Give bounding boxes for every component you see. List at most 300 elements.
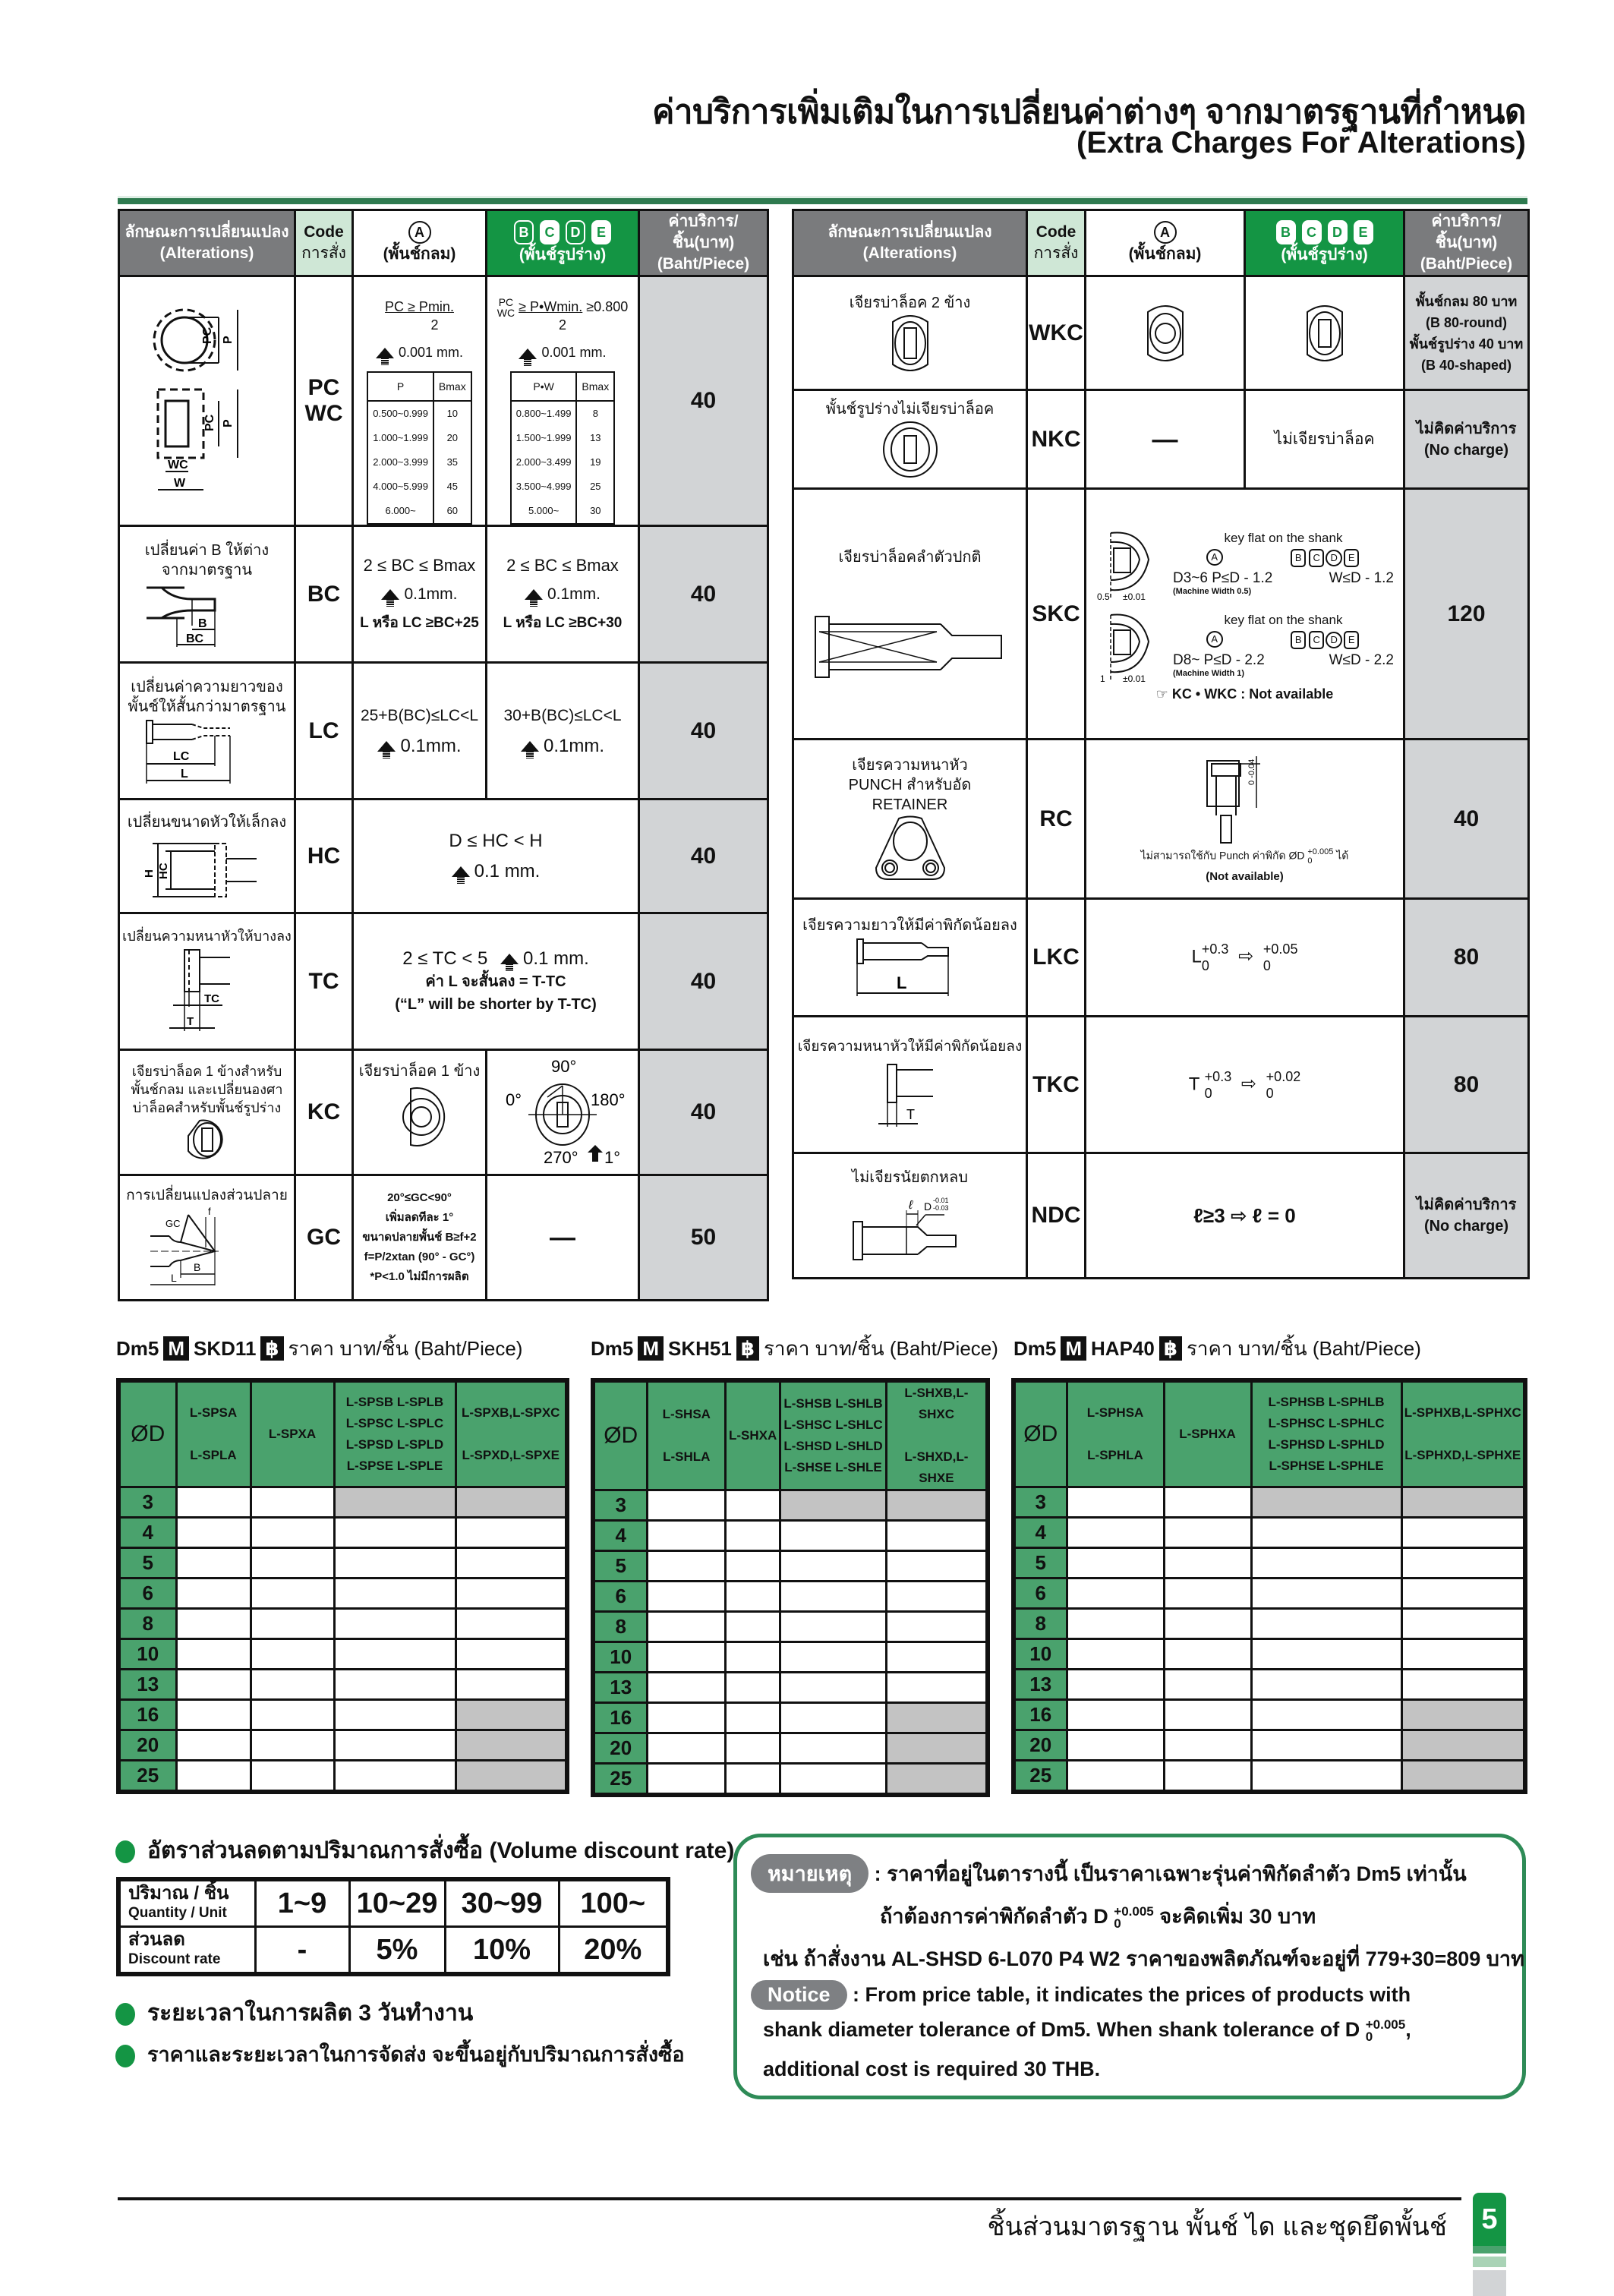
letter-e-icon: E (591, 220, 611, 244)
model-code: L-SHXB,L-SHXC (904, 1386, 969, 1421)
price-cell (780, 1582, 887, 1612)
price-cell (780, 1521, 887, 1551)
price-cell (456, 1548, 567, 1578)
condition-lc-round (353, 663, 487, 800)
desc-wkc-text: เจียรบ่าล็อค 2 ข้าง (849, 294, 971, 311)
page-tab-strip (1473, 2246, 1506, 2253)
price-cell (780, 1612, 887, 1642)
price-table-row (118, 1639, 567, 1670)
page-title-thai: ค่าบริการเพิ่มเติมในการเปลี่ยนค่าต่างๆ จากมาตรฐานที่กำหนด (651, 93, 1526, 131)
price-cell (1401, 1639, 1525, 1670)
price-cell (886, 1521, 988, 1551)
price-cell-unavailable (334, 1487, 456, 1518)
price-cell-unavailable (1401, 1700, 1525, 1730)
table-row-tc (119, 913, 768, 1050)
lkc-to-upper: +0.05 (1263, 941, 1298, 957)
kc-angle-diagram-icon (490, 1055, 635, 1169)
lc-shaped-step: 0.1mm. (543, 735, 604, 756)
letter-d-icon: D (1326, 632, 1342, 648)
alterations-table-left (118, 209, 769, 1301)
model-code: L-SHSD L-SHLD (783, 1439, 883, 1453)
dim-label-t: T (186, 1014, 194, 1028)
price-cell-unavailable (886, 1490, 988, 1521)
price-cell (176, 1670, 251, 1700)
price-title-suffix: ราคา บาท/ชิ้น (Baht/Piece) (1186, 1337, 1421, 1360)
price-cell (1401, 1578, 1525, 1609)
bmax-range: 4.000~5.999 (367, 475, 433, 499)
letter-b-icon: B (1276, 220, 1296, 244)
model-code: L-SPXB,L-SPXC (462, 1405, 560, 1420)
tkc-to-lower: 0 (1266, 1085, 1274, 1101)
price-cell (1067, 1518, 1164, 1548)
bmax-range: 5.000~ (511, 499, 577, 524)
price-cell (1251, 1578, 1401, 1609)
kc-round-text: เจียรบ่าล็อค 1 ข้าง (358, 1063, 481, 1080)
dim-label-l: L (180, 767, 188, 781)
header-model-a (648, 1380, 726, 1490)
code-tkc: TKC (1027, 1017, 1086, 1153)
diameter-cell: 13 (593, 1673, 648, 1703)
nkc-shaped-text: ไม่เจียรบ่าล็อค (1245, 390, 1404, 489)
wkc-diagram-icon (884, 313, 937, 374)
table-row-nkc (793, 390, 1529, 489)
diameter-label: ØD (1023, 1421, 1058, 1446)
material-badge-icon: M (163, 1336, 189, 1361)
header-code-en: Code (1036, 223, 1077, 241)
note-th-line2 (880, 1900, 1316, 1932)
code-gc: GC (295, 1175, 353, 1301)
price-table-row (1013, 1548, 1525, 1578)
rc-note-en: (Not available) (1206, 870, 1284, 883)
model-code: L-SHXD,L-SHXE (904, 1449, 969, 1485)
diameter-cell: 10 (118, 1639, 176, 1670)
price-cell (1251, 1761, 1401, 1793)
desc-ndc-text: ไม่เจียรนัยตกหลบ (852, 1169, 968, 1186)
price-cell (886, 1612, 988, 1642)
gc-not-produced: *P<1.0 ไม่มีการผลิต (370, 1270, 469, 1284)
diameter-cell: 5 (1013, 1548, 1067, 1578)
quantity-row (118, 1879, 668, 1927)
diameter-cell: 10 (1013, 1639, 1067, 1670)
letter-e-icon: E (1354, 220, 1373, 244)
header-alterations-en: (Alterations) (862, 244, 957, 262)
header-price-en: (Baht/Piece) (657, 255, 750, 273)
header-code (295, 210, 353, 276)
formula-pw-min: ≥0.800 (586, 299, 629, 314)
price-cell (251, 1518, 334, 1548)
note-th-tol-lower: 0 (1114, 1916, 1121, 1931)
desc-bc-text: เปลี่ยนค่า B ให้ต่างจากมาตรฐาน (144, 541, 270, 579)
table-row-tkc (793, 1017, 1529, 1153)
machine-dim-tolerance: ±0.01 (1123, 673, 1146, 683)
machine-width-note: (Machine Width 0.5) (1173, 587, 1252, 596)
note-pill-en: Notice (751, 1980, 847, 2010)
increment-arrow-icon (500, 954, 519, 964)
model-code: L-SPHXD,L-SPHXE (1404, 1448, 1521, 1462)
wkc-round-diagram (1086, 276, 1245, 390)
price-skc: 120 (1404, 489, 1529, 740)
pc-wc-diagram-icon (147, 298, 268, 503)
price-wkc-shaped-en: (B 40-shaped) (1420, 357, 1512, 373)
discount-rate: 20% (559, 1927, 668, 1975)
kc-shaped-diagram-icon (177, 1117, 238, 1162)
price-cell (1164, 1578, 1251, 1609)
code-lkc: LKC (1027, 899, 1086, 1017)
quantity-tier: 30~99 (445, 1879, 559, 1927)
header-round-punch (353, 210, 487, 276)
price-cell (1067, 1700, 1164, 1730)
price-cell (176, 1700, 251, 1730)
code-nkc: NKC (1027, 390, 1086, 489)
letter-c-icon: C (1309, 549, 1324, 567)
price-cell (1067, 1609, 1164, 1639)
pricing-note (115, 2038, 685, 2070)
machine-dim-left: 0.5 (1097, 591, 1110, 601)
price-cell (1164, 1548, 1251, 1578)
price-cell (251, 1578, 334, 1609)
diameter-cell: 20 (118, 1730, 176, 1761)
bullet-icon (115, 1840, 135, 1863)
dim-label-b: B (193, 1261, 200, 1274)
table-header-row (793, 210, 1529, 276)
price-cell (726, 1521, 780, 1551)
wkc-shaped-diagram-icon (1298, 303, 1351, 364)
skc-block-large (1095, 607, 1394, 683)
price-table-skd11 (116, 1378, 569, 1794)
price-cell (251, 1730, 334, 1761)
price-cell (886, 1673, 988, 1703)
price-cell (251, 1761, 334, 1793)
price-table-skh51 (591, 1378, 990, 1797)
code-ndc: NDC (1027, 1153, 1086, 1279)
tkc-tolerance (1086, 1017, 1404, 1153)
bc-round-range: 2 ≤ BC ≤ Bmax (363, 555, 476, 575)
price-ndc-en: (No charge) (1423, 1218, 1509, 1235)
price-cell (334, 1578, 456, 1609)
price-cell (726, 1764, 780, 1796)
price-cell (648, 1673, 726, 1703)
model-code: L-SPHLA (1087, 1448, 1143, 1462)
model-code: L-SPSD L-SPLD (345, 1437, 444, 1452)
table-row-kc (119, 1050, 768, 1175)
condition-lc-shaped (487, 663, 639, 800)
price-table-hap40 (1011, 1378, 1527, 1794)
desc-gc (119, 1175, 295, 1301)
price-cell (780, 1551, 887, 1582)
letter-b-icon: B (1291, 549, 1306, 567)
code-pc: PC (307, 375, 340, 401)
rc-note-th: ไม่สามารถใช้กับ Punch ค่าพิกัด ØD (1140, 849, 1305, 862)
desc-tc-text: เปลี่ยนความหนาหัวให้บางลง (122, 928, 292, 944)
price-cell (1067, 1548, 1164, 1578)
header-shaped-punch (487, 210, 639, 276)
price-cell (1251, 1670, 1401, 1700)
skc-rule-shaped: W≤D - 1.2 (1329, 570, 1394, 586)
price-title-prefix: Dm5 (591, 1337, 634, 1360)
letter-d-icon: D (1328, 220, 1348, 244)
bmax-head-p: P (367, 372, 433, 401)
price-cell (334, 1609, 456, 1639)
discount-rate: 5% (349, 1927, 445, 1975)
price-cell (334, 1639, 456, 1670)
baht-badge-icon: ฿ (260, 1336, 283, 1361)
note-en-tol-upper: +0.005 (1365, 2017, 1406, 2032)
price-cell-unavailable (456, 1487, 567, 1518)
price-table-row (593, 1642, 988, 1673)
baht-badge-icon: ฿ (1159, 1336, 1182, 1361)
ndc-tol-upper: -0.01 (932, 1197, 949, 1204)
price-nkc-th: ไม่คิดค่าบริการ (1416, 420, 1517, 437)
price-cell (251, 1700, 334, 1730)
note-en-tol-lower: 0 (1365, 2029, 1373, 2044)
quantity-label-th: ปริมาณ / ชิ้น (128, 1883, 229, 1903)
svg-text:PC: PC (200, 326, 214, 345)
lc-round-step: 0.1mm. (400, 735, 462, 756)
tc-length-note-en: (“L” will be shorter by T-TC) (395, 995, 597, 1013)
model-code: L-SHSC L-SHLC (783, 1418, 883, 1432)
price-cell (780, 1733, 887, 1764)
price-cell (648, 1764, 726, 1796)
price-table-row (118, 1548, 567, 1578)
key-flat-title: key flat on the shank (1224, 531, 1343, 545)
price-cell (648, 1521, 726, 1551)
price-table-row (118, 1487, 567, 1518)
skc-rule-shaped: W≤D - 2.2 (1329, 652, 1394, 668)
diameter-cell: 4 (1013, 1518, 1067, 1548)
price-cell (1251, 1639, 1401, 1670)
tkc-to-upper: +0.02 (1266, 1068, 1301, 1084)
price-title-skh51 (591, 1333, 998, 1364)
price-cell (780, 1764, 887, 1796)
price-table-row (593, 1490, 988, 1521)
increment-arrow-icon (376, 348, 394, 358)
price-ndc-th: ไม่คิดค่าบริการ (1416, 1197, 1517, 1213)
diameter-cell: 4 (593, 1521, 648, 1551)
price-table-row (593, 1764, 988, 1796)
price-cell (886, 1582, 988, 1612)
hc-step: 0.1 mm. (474, 860, 541, 882)
bmax-value: 30 (576, 499, 614, 524)
bc-shaped-step: 0.1mm. (547, 585, 601, 603)
code-hc: HC (295, 800, 353, 913)
model-code: L-SPSB L-SPLB (345, 1395, 444, 1409)
price-cell (1164, 1639, 1251, 1670)
note-en-line2-pre: shank diameter tolerance of Dm5. When shank tolerance of D (763, 2018, 1360, 2041)
quantity-label-en: Quantity / Unit (128, 1905, 227, 1921)
price-cell (1067, 1730, 1164, 1761)
svg-text:P: P (221, 336, 235, 345)
formula-pc-round-denominator: 2 (430, 317, 439, 333)
letter-e-icon: E (1344, 549, 1359, 567)
increment-arrow-icon (521, 741, 539, 752)
price-cell (648, 1582, 726, 1612)
diameter-cell: 16 (118, 1700, 176, 1730)
diameter-cell: 20 (1013, 1730, 1067, 1761)
note-pill-th: หมายเหตุ (751, 1854, 868, 1893)
price-wkc-round-th: พั้นช์กลม 80 บาท (1415, 293, 1518, 309)
increment-arrow-icon (519, 348, 537, 359)
desc-hc (119, 800, 295, 913)
code-tc: TC (295, 913, 353, 1050)
condition-kc-shaped (487, 1050, 639, 1175)
discount-rate: - (255, 1927, 349, 1975)
pricing-note-text: ราคาและระยะเวลาในการจัดส่ง จะขึ้นอยู่กับปริมาณการสั่งซื้อ (147, 2043, 685, 2066)
key-flat-diagram-icon (1095, 525, 1164, 601)
arrow-right-icon: ⇨ (1240, 1073, 1256, 1094)
volume-discount-table (116, 1877, 670, 1976)
price-cell (334, 1730, 456, 1761)
ndc-rule: ℓ≥3 ⇨ ℓ = 0 (1086, 1153, 1404, 1279)
svg-text:WC: WC (167, 459, 188, 472)
price-title-material: SKD11 (194, 1337, 257, 1360)
price-cell (1401, 1548, 1525, 1578)
price-cell (1067, 1639, 1164, 1670)
diameter-cell: 16 (1013, 1700, 1067, 1730)
discount-rate: 10% (445, 1927, 559, 1975)
discount-heading-text: อัตราส่วนลดตามปริมาณการสั่งซื้อ (Volume discount rate) (147, 1838, 735, 1863)
diameter-cell: 6 (1013, 1578, 1067, 1609)
desc-lc (119, 663, 295, 800)
header-model-xbcde (1401, 1380, 1525, 1487)
model-code: L-SPXA (268, 1427, 317, 1441)
letter-c-icon: C (540, 220, 560, 244)
bmax-head-bmax: Bmax (576, 372, 614, 401)
price-table-row (118, 1609, 567, 1639)
discount-heading (115, 1833, 734, 1869)
increment-arrow-icon (525, 589, 543, 600)
model-code: L-SPSC L-SPLC (345, 1416, 444, 1430)
header-price-th: ค่าบริการ/ชิ้น(บาท) (668, 213, 739, 251)
discount-row (118, 1927, 668, 1975)
alterations-table-right (792, 209, 1530, 1279)
bmax-range: 1.000~1.999 (367, 426, 433, 450)
price-cell (456, 1670, 567, 1700)
lkc-from-lower: 0 (1201, 958, 1209, 973)
diameter-cell: 6 (118, 1578, 176, 1609)
header-code (1027, 210, 1086, 276)
desc-lc-text: เปลี่ยนค่าความยาวของพั้นช์ให้สั้นกว่ามาตรฐาน (128, 678, 286, 715)
price-cell (1401, 1518, 1525, 1548)
svg-text:P: P (221, 419, 235, 428)
price-cell (886, 1642, 988, 1673)
diameter-cell: 3 (118, 1487, 176, 1518)
nkc-round-dash: — (1086, 390, 1245, 489)
price-table-row (1013, 1487, 1525, 1518)
model-code: L-SPLA (190, 1448, 237, 1462)
header-diameter (118, 1380, 176, 1487)
bmax-range: 2.000~3.499 (511, 450, 577, 475)
price-cell (1164, 1609, 1251, 1639)
diameter-cell: 5 (118, 1548, 176, 1578)
condition-gc-round (353, 1175, 487, 1301)
angle-0: 0° (506, 1090, 522, 1110)
discount-label-en: Discount rate (128, 1951, 221, 1967)
table-row-gc (119, 1175, 768, 1301)
discount-label (118, 1927, 255, 1975)
header-code-th: การสั่ง (1033, 244, 1079, 262)
price-title-prefix: Dm5 (1013, 1337, 1057, 1360)
price-cell (726, 1582, 780, 1612)
price-table-row (118, 1730, 567, 1761)
desc-tkc-text: เจียรความหนาหัวให้มีค่าพิกัดน้อยลง (797, 1038, 1023, 1055)
diameter-cell: 10 (593, 1642, 648, 1673)
model-code: L-SPHSE L-SPHLE (1269, 1459, 1384, 1473)
price-cell (251, 1609, 334, 1639)
diameter-cell: 20 (593, 1733, 648, 1764)
diameter-cell: 3 (593, 1490, 648, 1521)
pointing-hand-icon: ☞ (1155, 686, 1172, 702)
quantity-tier: 10~29 (349, 1879, 445, 1927)
note-en-line1-text: : From price table, it indicates the prices of products with (853, 1983, 1411, 2006)
lead-time-text: ระยะเวลาในการผลิต 3 วันทำงาน (147, 2001, 474, 2026)
price-cell (456, 1578, 567, 1609)
model-code: L-SPHXB,L-SPHXC (1404, 1405, 1521, 1420)
page-number: 5 (1473, 2193, 1506, 2246)
desc-nkc-text: พั้นช์รูปร่างไม่เจียรบ่าล็อค (825, 400, 995, 418)
price-table-row (593, 1521, 988, 1551)
quantity-tier: 100~ (559, 1879, 668, 1927)
desc-skc-text: เจียรบ่าล็อคลำตัวปกติ (838, 548, 982, 566)
dim-label-gc: GC (165, 1218, 180, 1230)
desc-bc (119, 526, 295, 663)
note-th-line2-pre: ถ้าต้องการค่าพิกัดลำตัว D (880, 1905, 1108, 1928)
table-row-bc (119, 526, 768, 663)
letter-a-icon: A (408, 221, 431, 244)
condition-kc-round (353, 1050, 487, 1175)
bullet-icon (115, 2003, 135, 2026)
formula-pc-label: PC (498, 296, 514, 309)
condition-gc-shaped: — (487, 1175, 639, 1301)
angle-step: 1° (604, 1148, 621, 1168)
price-table-row (1013, 1518, 1525, 1548)
desc-kc (119, 1050, 295, 1175)
angle-90: 90° (551, 1057, 577, 1077)
tc-range: 2 ≤ TC < 5 (402, 948, 488, 969)
header-alterations (119, 210, 295, 276)
price-cell (1251, 1609, 1401, 1639)
price-table-header (118, 1380, 567, 1487)
bmax-value: 10 (433, 401, 471, 426)
price-cell (780, 1642, 887, 1673)
increment-arrow-icon (377, 741, 396, 752)
bmax-value: 13 (576, 426, 614, 450)
bc-shaped-range: 2 ≤ BC ≤ Bmax (506, 555, 619, 575)
lkc-base: L (1191, 946, 1202, 967)
note-en-line3: additional cost is required 30 THB. (763, 2058, 1101, 2080)
header-round-th: (พั้นช์กลม) (1128, 245, 1202, 263)
price-cell (176, 1548, 251, 1578)
price-title-hap40 (1013, 1333, 1421, 1364)
header-price (639, 210, 768, 276)
price-cell (1067, 1578, 1164, 1609)
desc-lkc (793, 899, 1027, 1017)
price-table-row (1013, 1730, 1525, 1761)
gc-angle-range: 20°≤GC<90° (387, 1191, 452, 1205)
price-cell (1067, 1670, 1164, 1700)
bc-shaped-length-rule: L หรือ LC ≥BC+30 (503, 614, 623, 631)
header-model-xa (726, 1380, 780, 1490)
header-price-en: (Baht/Piece) (1420, 255, 1513, 273)
price-table-row (593, 1612, 988, 1642)
price-cell-unavailable (780, 1490, 887, 1521)
lkc-to-lower: 0 (1263, 958, 1271, 973)
rc-condition (1086, 740, 1404, 899)
desc-kc-text: เจียรบ่าล็อค 1 ข้างสำหรับพั้นช์กลม และเปลี่ยนองศาบ่าล็อคสำหรับพั้นช์รูปร่าง (131, 1064, 283, 1116)
price-cell (176, 1578, 251, 1609)
price-cell (176, 1487, 251, 1518)
price-cell (251, 1548, 334, 1578)
model-code: L-SHSB L-SHLB (783, 1396, 883, 1411)
